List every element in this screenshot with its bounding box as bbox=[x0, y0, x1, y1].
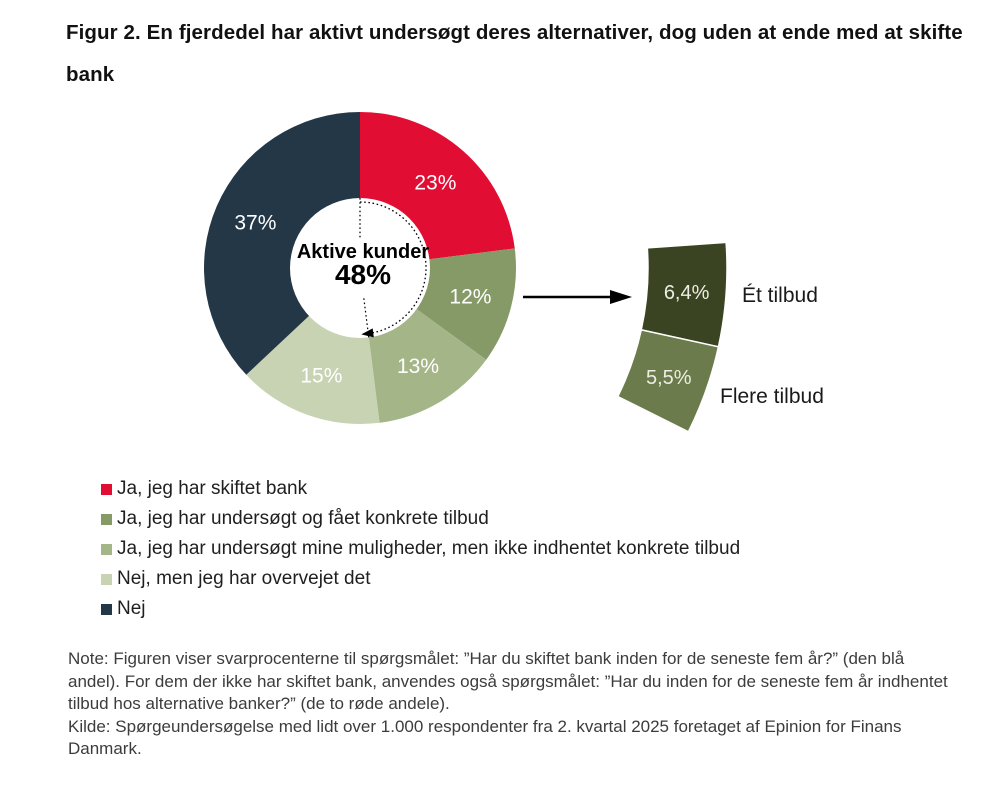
legend-label-4: Nej, men jeg har overvejet det bbox=[117, 568, 371, 589]
legend-swatch-1 bbox=[101, 484, 112, 495]
legend-swatch-4 bbox=[101, 574, 112, 585]
slice-label-4: 15% bbox=[300, 364, 343, 388]
breakout-label-2: 5,5% bbox=[646, 367, 692, 390]
legend-label-2: Ja, jeg har undersøgt og fået konkrete tilbud bbox=[117, 508, 489, 529]
legend-item-3 bbox=[101, 534, 740, 564]
breakout-label-1: 6,4% bbox=[663, 281, 710, 304]
note-text: Note: Figuren viser svarprocenterne til spørgsmålet: ”Har du skiftet bank inden for de seneste fem år?” (den blå andel). For dem der ikke har skiftet bank, anvendes også spørgsmålet: ”Har du inden for de seneste fem år indhentet tilbud hos alternative banker?” (de to røde andele). bbox=[68, 649, 948, 713]
breakout-name-1: Ét tilbud bbox=[742, 284, 818, 307]
center-value: 48% bbox=[334, 259, 392, 290]
legend-swatch-3 bbox=[101, 544, 112, 555]
figure-title: Figur 2. En fjerdedel har aktivt undersøgt deres alternativer, dog uden at ende med at skifte bank bbox=[66, 21, 963, 86]
legend-item-2 bbox=[101, 504, 740, 534]
legend-item-4 bbox=[101, 564, 740, 594]
legend-label-1: Ja, jeg har skiftet bank bbox=[117, 478, 308, 499]
legend-swatch-5 bbox=[101, 604, 112, 615]
legend-item-5 bbox=[101, 594, 740, 624]
breakout-name-2: Flere tilbud bbox=[720, 385, 824, 408]
legend-item-1 bbox=[101, 474, 740, 504]
slice-label-2: 12% bbox=[449, 285, 492, 309]
breakout-arrowhead bbox=[610, 290, 632, 304]
legend-label-5: Nej bbox=[117, 598, 146, 619]
source-text: Kilde: Spørgeundersøgelse med lidt over 1.000 respondenter fra 2. kvartal 2025 foretaget af Epinion for Finans Danmark. bbox=[68, 716, 902, 758]
legend-swatch-2 bbox=[101, 514, 112, 525]
slice-label-5: 37% bbox=[234, 211, 277, 235]
slice-label-1: 23% bbox=[414, 171, 457, 195]
figure-note bbox=[68, 648, 956, 761]
legend-label-3: Ja, jeg har undersøgt mine muligheder, men ikke indhentet konkrete tilbud bbox=[117, 538, 741, 559]
legend bbox=[101, 474, 740, 624]
center-label: Aktive kunder bbox=[296, 241, 430, 263]
slice-label-3: 13% bbox=[397, 355, 440, 379]
